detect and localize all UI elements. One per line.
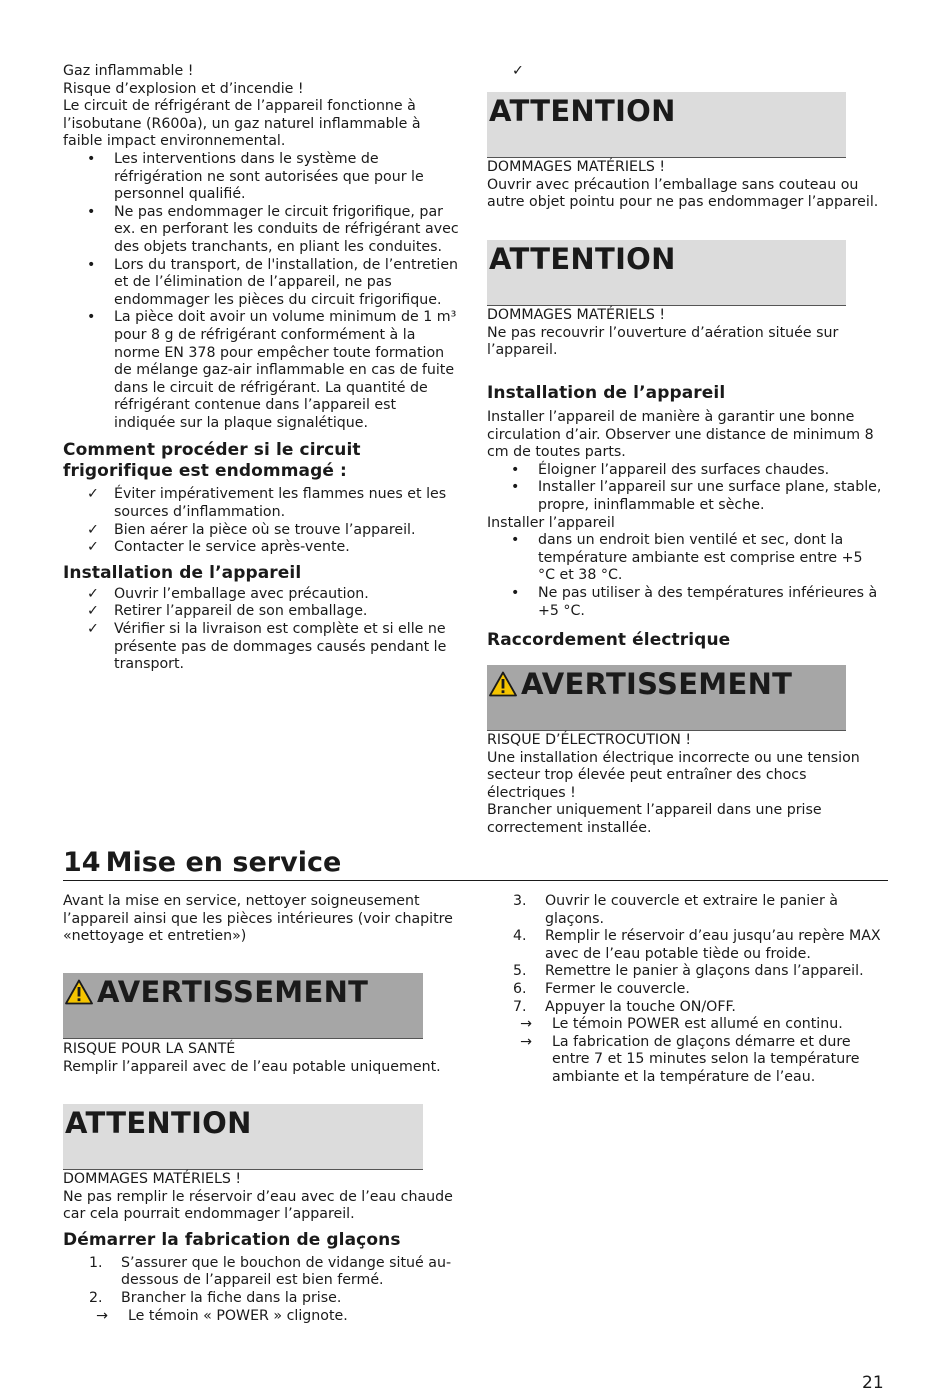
result-item: → Le témoin « POWER » clignote. — [96, 1307, 348, 1324]
check-icon: ✓ — [87, 521, 99, 538]
check-icon: ✓ — [87, 539, 99, 556]
left-column — [63, 63, 461, 674]
page-number: 21 — [862, 1373, 884, 1393]
ice-steps-continued — [487, 893, 885, 1087]
box-divider — [63, 1169, 423, 1170]
attention-label: DOMMAGES MATÉRIELS ! — [487, 307, 666, 323]
attention-text: Ne pas remplir le réservoir d’eau avec de l’eau chaude car cela pourrait endommager l’appareil. — [63, 1188, 453, 1223]
section-number: 14 — [63, 847, 101, 878]
install-check-list — [63, 586, 461, 674]
attention-ventilation-text — [487, 307, 882, 360]
ice-steps-list — [63, 1255, 465, 1308]
warning-triangle-icon — [65, 979, 93, 1005]
list-item: 7. Appuyer la touche ON/OFF. — [513, 998, 736, 1015]
warning-box-electric — [487, 665, 846, 731]
damaged-check-list — [63, 486, 461, 556]
attention-title: ATTENTION — [489, 242, 676, 276]
list-item: • La pièce doit avoir un volume minimum de 1 m³ pour 8 g de réfrigérant conformément à la norme EN 378 pour empêcher toute formation de mélange gaz-air inflammable en cas de fuite dans le circuit de réfrigérant. La quantité de réfrigérant contenue dans l’appareil est indiquée sur la plaque signalétique. — [63, 309, 461, 432]
check-icon: ✓ — [512, 63, 524, 79]
install-heading-left: Installation de l’appareil — [63, 562, 302, 583]
list-item: • Lors du transport, de l'installation, de l’entretien et de l’élimination de l’appareil, ne pas endommager les pièces du circuit frigorifique. — [63, 257, 461, 310]
install-heading-right: Installation de l’appareil — [487, 383, 726, 403]
intro-paragraph: Avant la mise en service, nettoyer soigneusement l’appareil ainsi que les pièces intérieures (voir chapitre «nettoyage et entretien») — [63, 893, 453, 945]
electric-heading: Raccordement électrique — [487, 630, 731, 651]
check-icon: ✓ — [87, 621, 99, 638]
list-item: 4. Remplir le réservoir d’eau jusqu’au repère MAX avec de l’eau potable tiède ou froide. — [513, 928, 881, 962]
warning-title: AVERTISSEMENT — [521, 667, 793, 701]
section-title: Mise en service — [105, 847, 342, 878]
attention-box-packaging — [487, 92, 846, 158]
warning-box-health — [63, 973, 423, 1039]
install-sub: Installer l’appareil — [487, 514, 615, 531]
intro-line-2: Risque d’explosion et d’incendie ! — [63, 80, 304, 97]
attention-text: Ne pas recouvrir l’ouverture d’aération située sur l’appareil. — [487, 324, 839, 359]
list-item: 5. Remettre le panier à glaçons dans l’appareil. — [513, 963, 864, 980]
attention-box-hot-water — [63, 1104, 423, 1170]
intro-line-1: Gaz inflammable ! — [63, 63, 194, 79]
install-text: Installer l’appareil de manière à garantir une bonne circulation d’air. Observer une distance de minimum 8 cm de toutes parts. — [487, 409, 874, 461]
warning-text: Brancher uniquement l’appareil dans une prise correctement installée. — [487, 802, 822, 836]
commissioning-intro — [63, 893, 458, 946]
install-bullet-list — [487, 462, 882, 515]
install-bullet-list-2 — [487, 532, 882, 620]
refrigerant-bullet-list — [63, 151, 461, 433]
result-item: → Le témoin POWER est allumé en continu. — [520, 1016, 843, 1033]
check-icon: ✓ — [87, 486, 99, 503]
list-item: • Ne pas endommager le circuit frigorifique, par ex. en perforant les conduits de réfrigérant avec des objets tranchants, en pliant les conduites. — [63, 204, 461, 257]
section-heading — [63, 846, 341, 880]
attention-hot-water-text — [63, 1171, 465, 1325]
box-divider — [487, 305, 846, 306]
result-item: → La fabrication de glaçons démarre et dure entre 7 et 15 minutes selon la température ambiante et la température de l’eau. — [520, 1033, 860, 1085]
list-item: ✓ Ouvrir l’emballage avec précaution. — [87, 585, 369, 602]
warning-electric-text — [487, 732, 882, 838]
attention-label: DOMMAGES MATÉRIELS ! — [63, 1171, 242, 1187]
box-divider — [63, 1038, 423, 1039]
right-install-section — [487, 383, 882, 651]
arrow-right-icon: → — [520, 1016, 532, 1033]
attention-box-ventilation — [487, 240, 846, 306]
list-item: ✓ Bien aérer la pièce où se trouve l’appareil. — [87, 521, 416, 538]
box-divider — [487, 157, 846, 158]
list-item: 1. S’assurer que le bouchon de vidange situé au-dessous de l’appareil est bien fermé. — [89, 1254, 452, 1289]
attention-title: ATTENTION — [489, 94, 676, 128]
section-divider — [63, 880, 888, 881]
attention-title: ATTENTION — [65, 1106, 252, 1140]
intro-paragraph: Le circuit de réfrigérant de l’appareil fonctionne à l’isobutane (R600a), un gaz naturel inflammable à faible impact environnemental. — [63, 98, 421, 150]
damaged-circuit-heading: Comment procéder si le circuit frigorifique est endommagé : — [63, 440, 361, 482]
box-divider — [487, 730, 846, 731]
list-item: ✓ Éviter impérativement les flammes nues et les sources d’inflammation. — [87, 486, 447, 521]
list-item: 6. Fermer le couvercle. — [513, 980, 690, 997]
ice-steps-list-2 — [487, 893, 885, 1016]
warning-label: RISQUE POUR LA SANTÉ — [63, 1041, 236, 1057]
list-item: • Installer l’appareil sur une surface plane, stable, propre, ininflammable et sèche. — [487, 479, 882, 514]
warning-title: AVERTISSEMENT — [97, 975, 369, 1009]
list-item: • Ne pas utiliser à des températures inférieures à +5 °C. — [487, 585, 882, 620]
list-item: • Éloigner l’appareil des surfaces chaudes. — [487, 462, 882, 480]
list-item: ✓ Contacter le service après-vente. — [87, 539, 350, 556]
arrow-right-icon: → — [520, 1033, 532, 1050]
attention-text: Ouvrir avec précaution l’emballage sans couteau ou autre objet pointu pour ne pas endommager l’appareil. — [487, 176, 879, 211]
warning-label: RISQUE D’ÉLECTROCUTION ! — [487, 732, 692, 748]
arrow-right-icon: → — [96, 1307, 108, 1324]
attention-label: DOMMAGES MATÉRIELS ! — [487, 159, 666, 175]
warning-triangle-icon — [489, 671, 517, 697]
list-item: 3. Ouvrir le couvercle et extraire le panier à glaçons. — [513, 893, 838, 927]
warning-text: Une installation électrique incorrecte ou une tension secteur trop élevée peut entraîner des chocs électriques ! — [487, 749, 860, 801]
list-item: ✓ Vérifier si la livraison est complète et si elle ne présente pas de dommages causés pendant le transport. — [87, 621, 447, 673]
check-icon: ✓ — [87, 603, 99, 620]
check-icon: ✓ — [87, 585, 99, 602]
list-item: ✓ Retirer l’appareil de son emballage. — [87, 603, 368, 620]
warning-health-text — [63, 1041, 463, 1076]
list-item: • Les interventions dans le système de réfrigération ne sont autorisées que pour le personnel qualifié. — [63, 151, 461, 204]
list-item: • dans un endroit bien ventilé et sec, dont la température ambiante est comprise entre +5 °C et 38 °C. — [487, 532, 882, 585]
ice-making-heading: Démarrer la fabrication de glaçons — [63, 1229, 401, 1250]
list-item: 2. Brancher la fiche dans la prise. — [89, 1289, 342, 1306]
attention-packaging-text — [487, 159, 882, 212]
warning-text: Remplir l’appareil avec de l’eau potable uniquement. — [63, 1058, 441, 1075]
